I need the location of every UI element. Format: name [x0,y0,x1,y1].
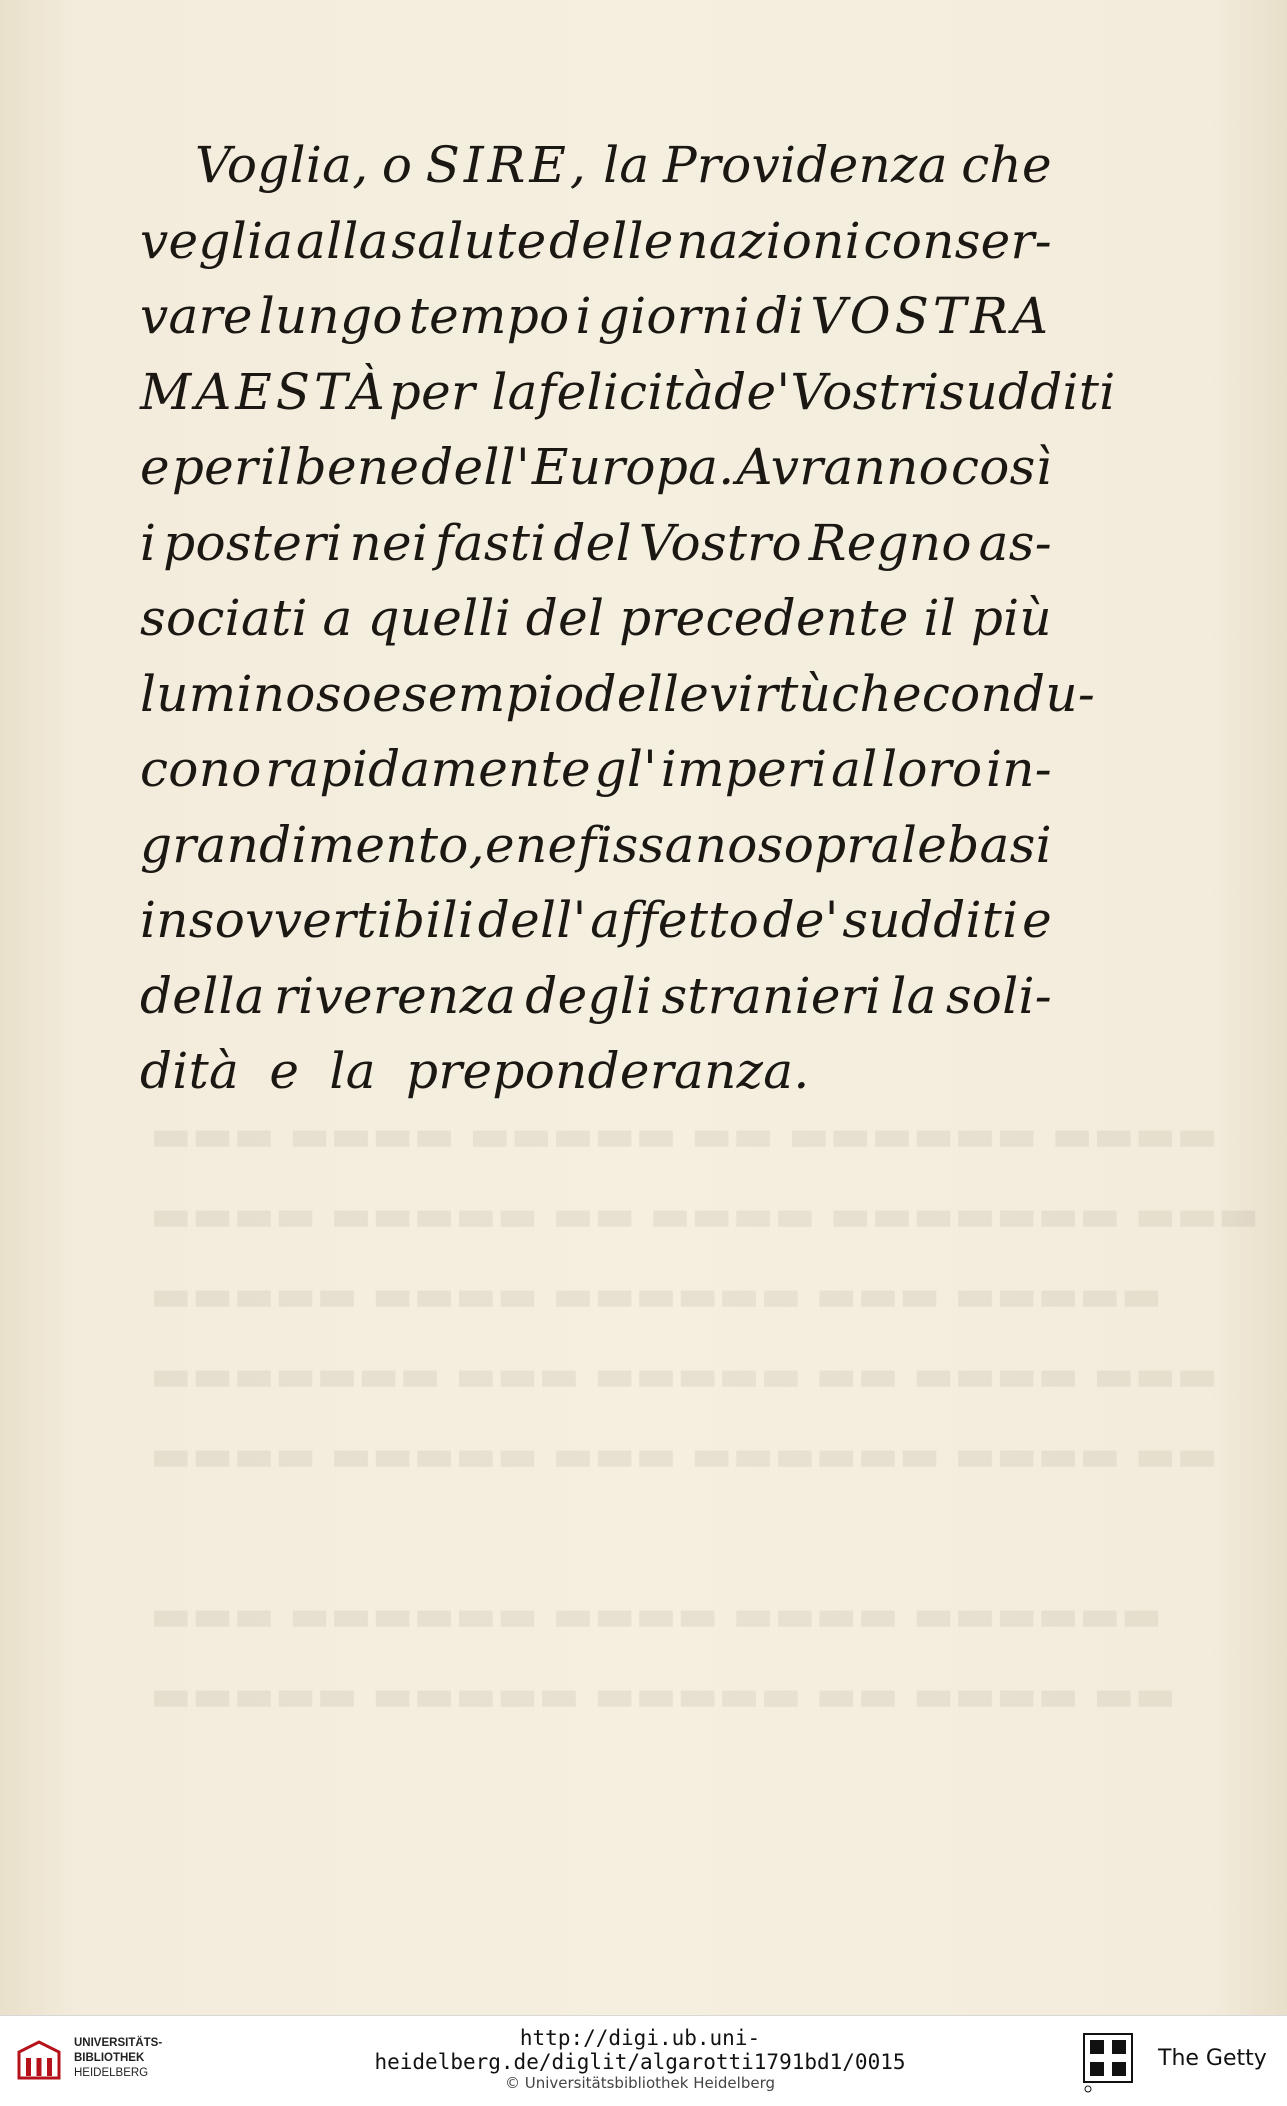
word: e [484,815,515,874]
word: soli- [945,966,1052,1025]
word: ne [515,815,578,874]
word: degli [525,966,653,1025]
university-library-logo-icon [14,2038,64,2084]
word: del [525,589,605,647]
word: grandimento, [140,815,485,874]
body-text [140,128,1116,1110]
word: Vostro [638,513,802,572]
text-line [140,959,1052,1035]
text-line [140,128,1052,204]
word: salute [391,211,547,270]
word: riverenza [273,966,517,1025]
word: Avranno [736,438,950,496]
institution-line: UNIVERSITÄTS- [74,2037,163,2049]
text-line [140,279,1052,355]
text-line [140,657,1096,733]
word: e [1022,891,1052,949]
text-line [140,506,1052,582]
word: sudditi [842,891,1019,949]
word: del [553,513,632,572]
word: stranieri [661,966,882,1025]
word: o [381,136,413,194]
word: sudditi [939,362,1116,421]
viewer-footer [0,2015,1287,2106]
word: VOSTRA [810,287,1052,345]
word: e [140,438,170,496]
word: Voglia, [195,136,369,194]
word: insovvertibili [140,891,475,949]
word: la [890,966,937,1025]
word: della [140,966,265,1025]
word: più [970,589,1052,647]
word: preponderanza. [406,1042,810,1100]
word: al [831,740,878,798]
word: che [961,136,1052,194]
copyright-notice: © Universitätsbibliothek Heidelberg [504,2074,775,2092]
word: as- [978,513,1052,572]
word: esempio [372,664,585,723]
show-through-decoration: ▬▬▬▬ ▬▬▬▬▬ ▬▬ ▬▬▬▬ ▬▬▬▬▬▬▬ ▬▬▬ [150,1190,1260,1241]
text-line [140,883,1052,959]
word: nei [349,513,429,572]
word: delle [549,211,674,270]
word: Europa. [531,438,735,496]
show-through-decoration: ▬▬▬▬▬ ▬▬▬▬▬ ▬▬▬▬▬ ▬▬ ▬▬▬▬ ▬▬ [150,1670,1177,1721]
text-line [140,581,1052,657]
word: virtù [709,664,832,723]
word: i [140,513,157,572]
show-through-decoration: ▬▬▬▬ ▬▬▬▬▬ ▬▬▬ ▬▬▬▬▬▬ ▬▬▬▬ ▬▬ [150,1430,1218,1481]
word: così [950,438,1052,496]
word: delle [584,664,710,723]
text-line [140,430,1052,506]
word: SIRE, [425,136,590,194]
permalink-url[interactable]: http://digi.ub.uni-heidelberg.de/diglit/algarotti1791bd1/0015 [374,2026,906,2074]
word: a [322,589,353,647]
word: sociati [140,589,308,647]
word: che [831,664,922,723]
word: dell' [477,891,587,949]
word: affetto [590,891,760,949]
word: condu- [921,664,1096,723]
word: rapidamente [265,740,591,798]
word: de' [714,362,791,421]
word: e [269,1042,300,1100]
word: de' [762,891,839,949]
word: giorni [597,287,750,345]
word: la [603,136,650,194]
word: vare [140,287,253,345]
word: imperi [660,740,828,798]
word: il [923,589,957,647]
word: bene [294,438,420,496]
word: fasti [434,513,547,572]
word: per [171,438,259,496]
word: alla [295,211,389,270]
word: Providenza [662,136,948,194]
word: loro [881,740,983,798]
text-line [140,732,1052,808]
word: quelli [367,589,512,647]
institution-line: HEIDELBERG [74,2067,149,2079]
text-line [140,808,1052,884]
word: posteri [163,513,343,572]
word: gl' [594,740,658,798]
partner-name: The Getty [1158,2046,1267,2071]
word: di [755,287,805,345]
word: dità [140,1042,240,1100]
word: cono [140,740,262,798]
word: per la [388,362,538,421]
text-line [140,1034,1052,1110]
word: MAESTÀ [140,362,389,421]
word: precedente [619,589,909,647]
word: Regno [808,513,972,572]
word: felicità [537,362,715,421]
institution-name [74,2036,162,2081]
word: i [575,287,592,345]
show-through-decoration: ▬▬▬▬▬▬▬ ▬▬▬ ▬▬▬▬▬ ▬▬ ▬▬▬▬ ▬▬▬ [150,1350,1218,1401]
show-through-decoration: ▬▬▬▬▬ ▬▬▬▬ ▬▬▬▬▬▬ ▬▬▬ ▬▬▬▬▬ [150,1270,1163,1321]
word: luminoso [140,664,373,723]
word: lungo [258,287,403,345]
word: conser- [863,211,1052,270]
institution-line: BIBLIOTHEK [74,2052,145,2064]
word: nazioni [676,211,861,270]
word: veglia [140,211,294,270]
word: sopra [757,815,901,874]
word: la [329,1042,376,1100]
text-line [140,355,1116,431]
word: dell' [421,438,530,496]
word: in- [985,740,1052,798]
word: le [900,815,948,874]
word: basi [947,815,1052,874]
text-line [140,204,1052,280]
word: il [260,438,293,496]
show-through-decoration: ▬▬▬ ▬▬▬▬▬▬ ▬▬▬▬ ▬▬▬▬ ▬▬▬▬▬▬ [150,1590,1163,1641]
word: tempo [408,287,570,345]
getty-logo-icon [1082,2032,1134,2094]
show-through-decoration: ▬▬▬ ▬▬▬▬ ▬▬▬▬▬ ▬▬ ▬▬▬▬▬▬ ▬▬▬▬ [150,1110,1218,1161]
word: fissano [577,815,758,874]
word: Vostri [790,362,940,421]
